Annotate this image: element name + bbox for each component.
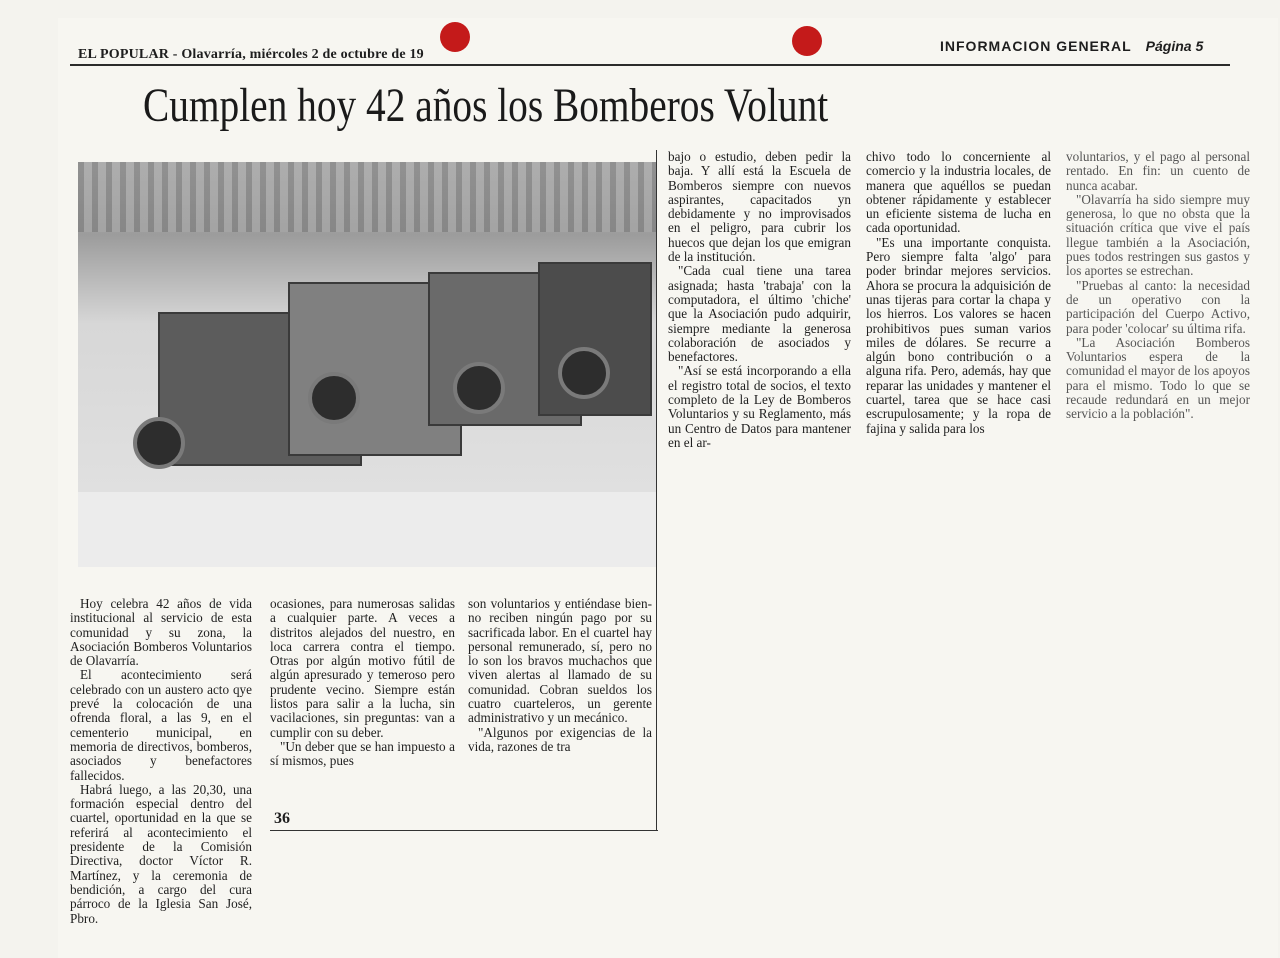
paragraph: "Es una importante conquista. Pero siempre falta 'algo' para poder brindar mejores servicios. Ahora se procura la adquisición de unas tijeras para cortar la chapa y los hierros. Los valores se hacen prohibitivos pues suman varios miles de dólares. Se recurre a algún bono contribución o a alguna rifa. Pero, además, hay que reparar las unidades y mantener el cuartel, tarea que se hace casi escrupulosamente; y la ropa de fajina y salida para los: [866, 234, 1051, 436]
masthead-section: [940, 38, 1203, 54]
masthead-rule: [70, 64, 1230, 66]
paragraph: chivo todo lo concerniente al comercio y la industria locales, de manera que aquéllos se puedan obtener rápidamente y establecer un eficiente sistema de lucha en cada oportunidad.: [866, 149, 1051, 236]
paragraph: "Olavarría ha sido siempre muy generosa, lo que no obsta que la situación crítica que vive el país llegue también a la Asociación, pues todos restringen sus gastos y los aportes se estrechan.: [1066, 191, 1250, 279]
sixth-column: [1066, 150, 1250, 422]
paragraph: "Así se está incorporando a ella el registro total de socios, el texto completo de la Ley de Bomberos Voluntarios y su Reglamento, más un Centro de Datos para mantener en el ar-: [668, 363, 851, 450]
paragraph: voluntarios, y el pago al personal rentado. En fin: un cuento de nunca acabar.: [1066, 149, 1250, 193]
paragraph: "Cada cual tiene una tarea asignada; hasta 'trabaja' con la computadora, el último 'chiche' que la Asociación pudo adquirir, siempre mediante la generosa colaboración de asociados y benefactores.: [668, 263, 851, 365]
paragraph: Hoy celebra 42 años de vida institucional al servicio de esta comunidad y su zona, la Asociación Bomberos Voluntarios de Olavarría.: [70, 596, 252, 669]
paragraph: "La Asociación Bomberos Voluntarios espera de la comunidad el mayor de los apoyos para el mismo. Todo lo que se recaude redundará en un mejor servicio a la población".: [1066, 334, 1250, 422]
fourth-column: [668, 150, 851, 450]
paragraph: "Pruebas al canto: la necesidad de un operativo con la participación del Cuerpo Activo, para poder 'colocar' su última rifa.: [1066, 277, 1250, 336]
paragraph: Habrá luego, a las 20,30, una formación especial dentro del cuartel, oportunidad en la que se referirá al acontecimiento el presidente de la Comisión Directiva, doctor Víctor R. Martínez, y la ceremonia de bendición, a cargo del cura párroco de la Iglesia San José, Pbro.: [70, 781, 252, 926]
fifth-column: [866, 150, 1051, 436]
red-pin-marker: [440, 22, 470, 52]
section-name: INFORMACION GENERAL: [940, 38, 1132, 54]
third-column: [468, 597, 652, 754]
paragraph: bajo o estudio, deben pedir la baja. Y allí está la Escuela de Bomberos siempre con nuevos aspirantes, capacitados yn debidamente y no improvisados en el peligro, para cubrir los huecos que dejan los que emigran de la institución.: [668, 149, 851, 265]
masthead-dateline: EL POPULAR - Olavarría, miércoles 2 de octubre de 19: [78, 47, 424, 62]
paragraph: "Algunos por exigencias de la vida, razones de tra: [468, 724, 652, 754]
bottom-rule: [270, 830, 658, 831]
column-divider: [656, 150, 657, 830]
paragraph: son voluntarios y entiéndase bien- no reciben ningún pago por su sacrificada labor. En el cuartel hay personal remunerado, sí, pero no lo son los bravos muchachos que viven alertas al llamado de su comunidad. Cobran sueldos los cuatro cuarteleros, un gerente administrativo y un mecánico.: [468, 596, 652, 726]
article-headline: Cumplen hoy 42 años los Bomberos Volunt: [143, 79, 829, 132]
second-column: [270, 597, 455, 769]
paragraph: "Un deber que se han impuesto a sí mismos, pues: [270, 738, 455, 769]
fire-trucks-photo: [78, 162, 656, 567]
page-number: 36: [274, 810, 290, 827]
red-pin-marker: [792, 26, 822, 56]
page-label: Página 5: [1145, 38, 1204, 54]
paragraph: ocasiones, para numerosas salidas a cualquier parte. A veces a distritos alejados del nuestro, en loca carrera contra el tiempo. Otras por algún motivo fútil de algún apresurado y temeroso pero prudente vecino. Siempre están listos para salir a la lucha, sin vacilaciones, sin preguntas: van a cumplir con su deber.: [270, 596, 455, 740]
lead-column: [70, 597, 252, 926]
paragraph: El acontecimiento será celebrado con un austero acto qye prevé la colocación de una ofrenda floral, a las 9, en el cementerio municipal, en memoria de directivos, bomberos, asociados y benefactores fallecidos.: [70, 667, 252, 783]
